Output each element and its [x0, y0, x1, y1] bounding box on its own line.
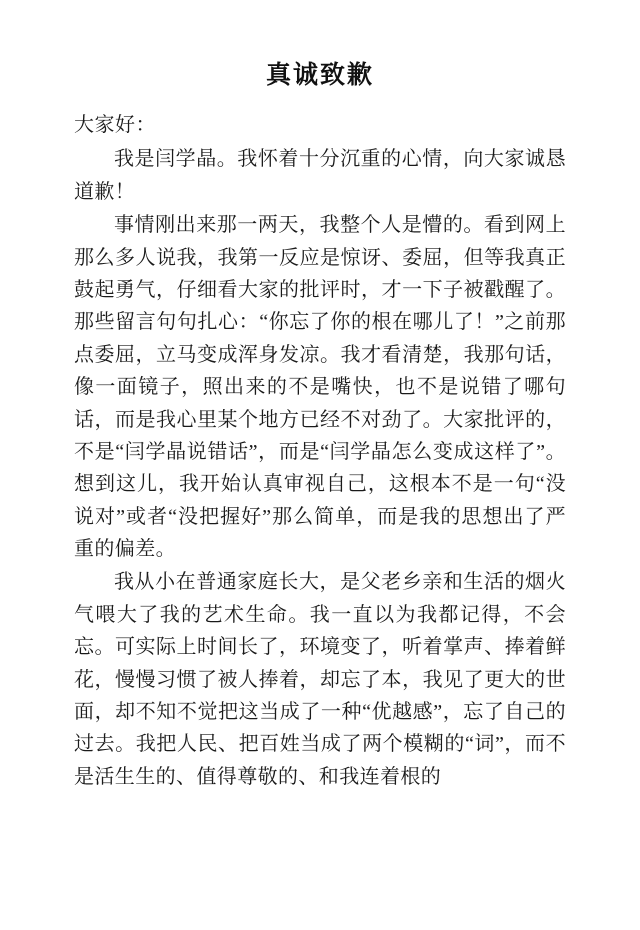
- body-paragraph-2: 事情刚出来那一两天，我整个人是懵的。看到网上那么多人说我，我第一反应是惊讶、委屈，但等我真正鼓起勇气，仔细看大家的批评时，才一下子被戳醒了。那些留言句句扎心：“你忘了你的根在哪儿了！”之前那点委屈，立马变成浑身发凉。我才看清楚，我那句话，像一面镜子，照出来的不是嘴快，也不是说错了哪句话，而是我心里某个地方已经不对劲了。大家批评的，不是“闫学晶说错话”，而是“闫学晶怎么变成这样了”。想到这儿，我开始认真审视自己，这根本不是一句“没说对”或者“没把握好”那么简单，而是我的思想出了严重的偏差。: [74, 214, 566, 561]
- salutation-line: 大家好：: [74, 114, 156, 136]
- page-title: 真诚致歉: [265, 62, 374, 89]
- body-paragraph-3: 我从小在普通家庭长大，是父老乡亲和生活的烟火气喂大了我的艺术生命。我一直以为我都记得，不会忘。可实际上时间长了，环境变了，听着掌声、捧着鲜花，慢慢习惯了被人捧着，却忘了本，我见了更大的世面，却不知不觉把这当成了一种“优越感”，忘了自己的过去。我把人民、把百姓当成了两个模糊的“词”，而不是活生生的、值得尊敬的、和我连着根的: [74, 571, 566, 788]
- body-paragraph-1: 我是闫学晶。我怀着十分沉重的心情，向大家诚恳道歉！: [74, 148, 566, 203]
